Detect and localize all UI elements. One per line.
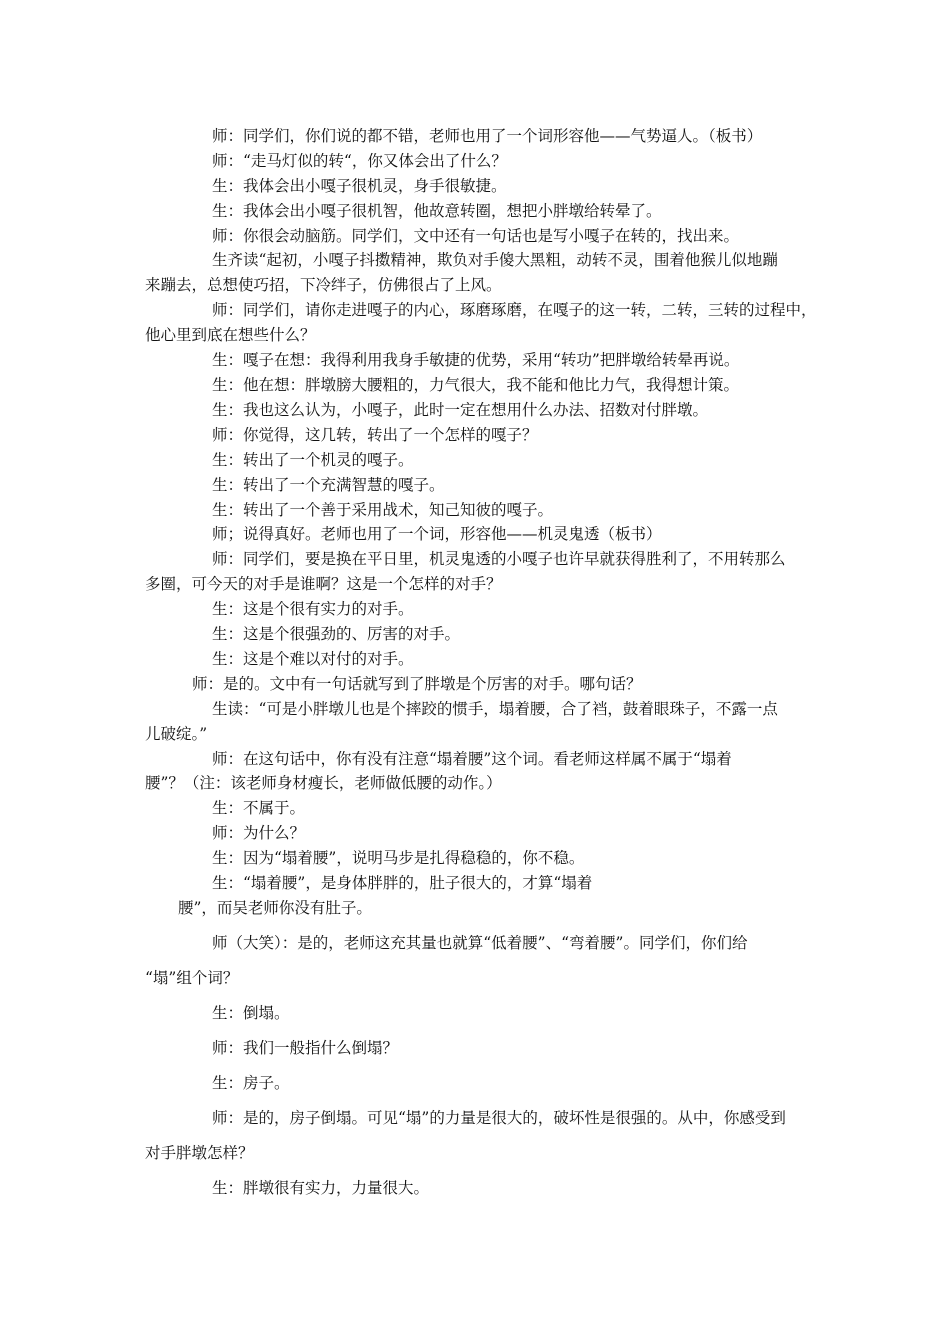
text-line: 师（大笑）：是的，老师这充其量也就算“低着腰”、“弯着腰”。同学们，你们给 <box>212 934 748 952</box>
text-line: 师：你觉得，这几转，转出了一个怎样的嘎子？ <box>212 426 538 444</box>
text-line: 来蹦去，总想使巧招，下冷绊子，仿佛很占了上风。 <box>145 276 502 294</box>
text-line: 腰”？（注：该老师身材瘦长，老师做低腰的动作。） <box>145 774 502 792</box>
text-line: 生：转出了一个充满智慧的嘎子。 <box>212 476 445 494</box>
text-line: 生：倒塌。 <box>212 1004 290 1022</box>
text-line: 腰”，而吴老师你没有肚子。 <box>178 899 372 917</box>
text-line: 生：转出了一个机灵的嘎子。 <box>212 451 414 469</box>
text-line: 生：这是个很有实力的对手。 <box>212 600 414 618</box>
text-line: 生：我也这么认为，小嘎子，此时一定在想用什么办法、招数对付胖墩。 <box>212 401 709 419</box>
text-line: 师：在这句话中，你有没有注意“塌着腰”这个词。看老师这样属不属于“塌着 <box>212 750 732 768</box>
text-line: 生：这是个难以对付的对手。 <box>212 650 414 668</box>
text-line: 师：“走马灯似的转“，你又体会出了什么？ <box>212 152 507 170</box>
text-line: 生：因为“塌着腰”，说明马步是扎得稳稳的，你不稳。 <box>212 849 585 867</box>
text-line: 师：同学们，请你走进嘎子的内心，琢磨琢磨，在嘎子的这一转，二转，三转的过程中， <box>212 301 817 319</box>
text-line: 生：嘎子在想：我得利用我身手敏捷的优势，采用“转功”把胖墩给转晕再说。 <box>212 351 740 369</box>
text-line: 生：他在想：胖墩膀大腰粗的，力气很大，我不能和他比力气，我得想计策。 <box>212 376 740 394</box>
text-line: 生：转出了一个善于采用战术，知己知彼的嘎子。 <box>212 501 554 519</box>
text-line: 师：同学们，你们说的都不错，老师也用了一个词形容他——气势逼人。（板书） <box>212 127 763 145</box>
text-line: 师：为什么？ <box>212 824 306 842</box>
text-line: 师：是的，房子倒塌。可见“塌”的力量是很大的，破坏性是很强的。从中，你感受到 <box>212 1109 786 1127</box>
text-line: 生：不属于。 <box>212 799 306 817</box>
text-line: 他心里到底在想些什么？ <box>145 326 316 344</box>
text-line: 生：房子。 <box>212 1074 290 1092</box>
text-line: 多圈，可今天的对手是谁啊？这是一个怎样的对手？ <box>145 575 502 593</box>
text-line: 生齐读“起初，小嘎子抖擞精神，欺负对手傻大黑粗，动转不灵，围着他猴儿似地蹦 <box>212 251 778 269</box>
text-line: 生：“塌着腰”，是身体胖胖的，肚子很大的，才算“塌着 <box>212 874 593 892</box>
text-line: 儿破绽。” <box>145 725 208 743</box>
text-line: 师：你很会动脑筋。同学们，文中还有一句话也是写小嘎子在转的，找出来。 <box>212 227 740 245</box>
text-line: 师：同学们，要是换在平日里，机灵鬼透的小嘎子也许早就获得胜利了，不用转那么 <box>212 550 786 568</box>
text-line: “塌”组个词？ <box>145 969 239 987</box>
text-line: 生：胖墩很有实力，力量很大。 <box>212 1179 430 1197</box>
text-line: 生：这是个很强劲的、厉害的对手。 <box>212 625 461 643</box>
text-line: 师：是的。文中有一句话就写到了胖墩是个厉害的对手。哪句话？ <box>192 675 642 693</box>
text-line: 生：我体会出小嘎子很机灵，身手很敏捷。 <box>212 177 507 195</box>
text-line: 师；说得真好。老师也用了一个词，形容他——机灵鬼透（板书） <box>212 525 662 543</box>
text-line: 师：我们一般指什么倒塌？ <box>212 1039 399 1057</box>
text-line: 生读：“可是小胖墩儿也是个摔跤的惯手，塌着腰，合了裆，鼓着眼珠子，不露一点 <box>212 700 778 718</box>
text-line: 生：我体会出小嘎子很机智，他故意转圈，想把小胖墩给转晕了。 <box>212 202 662 220</box>
text-line: 对手胖墩怎样？ <box>145 1144 254 1162</box>
